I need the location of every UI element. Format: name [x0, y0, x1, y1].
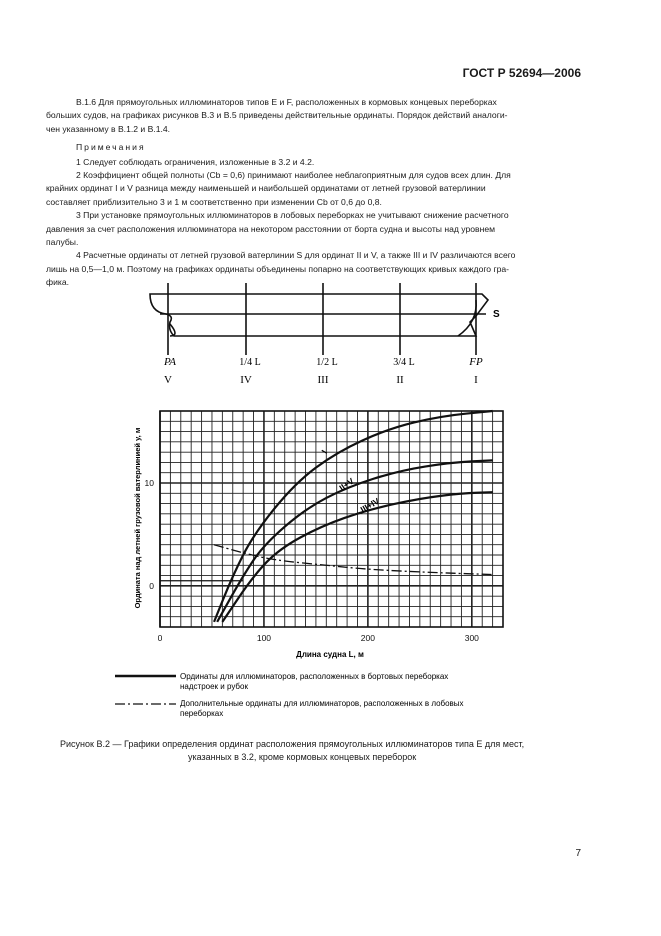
- station-label-fp: FP: [469, 356, 483, 368]
- notes-heading: Примечания: [76, 142, 146, 153]
- caption-line2: указанных в 3.2, кроме кормовых концевых переборок: [188, 752, 417, 762]
- para-b16-line3: чен указанному в В.1.2 и В.1.4.: [46, 123, 171, 134]
- x-tick-label: 0: [157, 633, 163, 643]
- note-1: 1 Следует соблюдать ограничения, изложенные в 3.2 и 4.2.: [76, 156, 315, 167]
- legend-solid-line1: Ординаты для иллюминаторов, расположенных в бортовых переборках: [180, 672, 449, 681]
- series-label-1: II+V: [337, 475, 356, 493]
- page-number: 7: [575, 848, 581, 859]
- series-label-2: III+IV: [358, 495, 382, 515]
- para-b16-line1: В.1.6 Для прямоугольных иллюминаторов типов E и F, расположенных в кормовых концевых переборках: [76, 97, 497, 107]
- station-roman-iv: IV: [240, 374, 252, 386]
- note-4-line3: фика.: [46, 277, 69, 288]
- station-label-half: 1/2 L: [316, 357, 338, 368]
- station-roman-iii: III: [317, 374, 329, 386]
- station-label-pa: PA: [163, 356, 177, 368]
- x-tick-label: 300: [464, 633, 479, 643]
- legend-dashdot-line2: переборках: [180, 709, 224, 718]
- document-id: ГОСТ Р 52694—2006: [462, 66, 581, 80]
- para-b16-line2: больших судов, на графиках рисунков В.3 и В.5 приведены действительные ординаты. Порядок действий аналоги-: [46, 110, 508, 121]
- y-tick-label: 0: [149, 580, 154, 591]
- legend-solid-line2: надстроек и рубок: [180, 682, 248, 691]
- note-3-line3: палубы.: [46, 237, 79, 248]
- note-2-line1: 2 Коэффициент общей полноты (Cb = 0,6) принимают наиболее неблагоприятным для судов всех длин. Для: [76, 170, 511, 181]
- station-label-three-quarter: 3/4 L: [393, 357, 415, 368]
- note-2-line2: крайних ординат I и V разница между наименьшей и наибольшей ординатами от летней грузовой ватерлинии: [46, 183, 486, 194]
- caption-line1: Рисунок В.2 — Графики определения ординат расположения прямоугольных иллюминаторов типа E для мест,: [60, 739, 525, 749]
- y-axis-label: Ордината над летней грузовой ватерлинией y, м: [133, 427, 142, 609]
- chart-grid: [160, 411, 503, 627]
- chart-ticks: [144, 475, 480, 643]
- station-roman-v: V: [164, 374, 172, 386]
- station-roman-ii: II: [396, 374, 404, 386]
- legend-dashdot-line1: Дополнительные ординаты для иллюминаторов, расположенных в лобовых: [180, 699, 464, 708]
- series-label-0: I: [319, 448, 330, 456]
- plot-frame: [160, 411, 503, 627]
- note-2-line3: составляет приблизительно 3 и 1 м соответственно при изменении Cb от 0,6 до 0,8.: [46, 196, 382, 207]
- note-3-line2: давления за счет расположения иллюминатора на некотором расстоянии от борта судна и высоты над уровнем: [46, 223, 496, 234]
- note-3-line1: 3 При установке прямоугольных иллюминаторов в лобовых переборках не учитывают снижение расчетного: [76, 210, 509, 221]
- station-label-quarter: 1/4 L: [239, 357, 261, 368]
- waterline-label: S: [493, 309, 500, 320]
- x-tick-label: 100: [256, 633, 272, 643]
- y-tick-label: 10: [144, 478, 154, 488]
- note-4-line2: лишь на 0,5—1,0 м. Поэтому на графиках ординаты объединены попарно на соответствующих кривых каждого гра-: [46, 263, 510, 274]
- station-roman-i: I: [474, 374, 478, 386]
- figure-caption: [60, 738, 600, 764]
- x-tick-label: 200: [360, 633, 375, 643]
- x-axis-label: Длина судна L, м: [296, 650, 364, 659]
- note-4-line1: 4 Расчетные ординаты от летней грузовой ватерлинии S для ординат II и V, а также III и IV различаются всего: [76, 250, 516, 261]
